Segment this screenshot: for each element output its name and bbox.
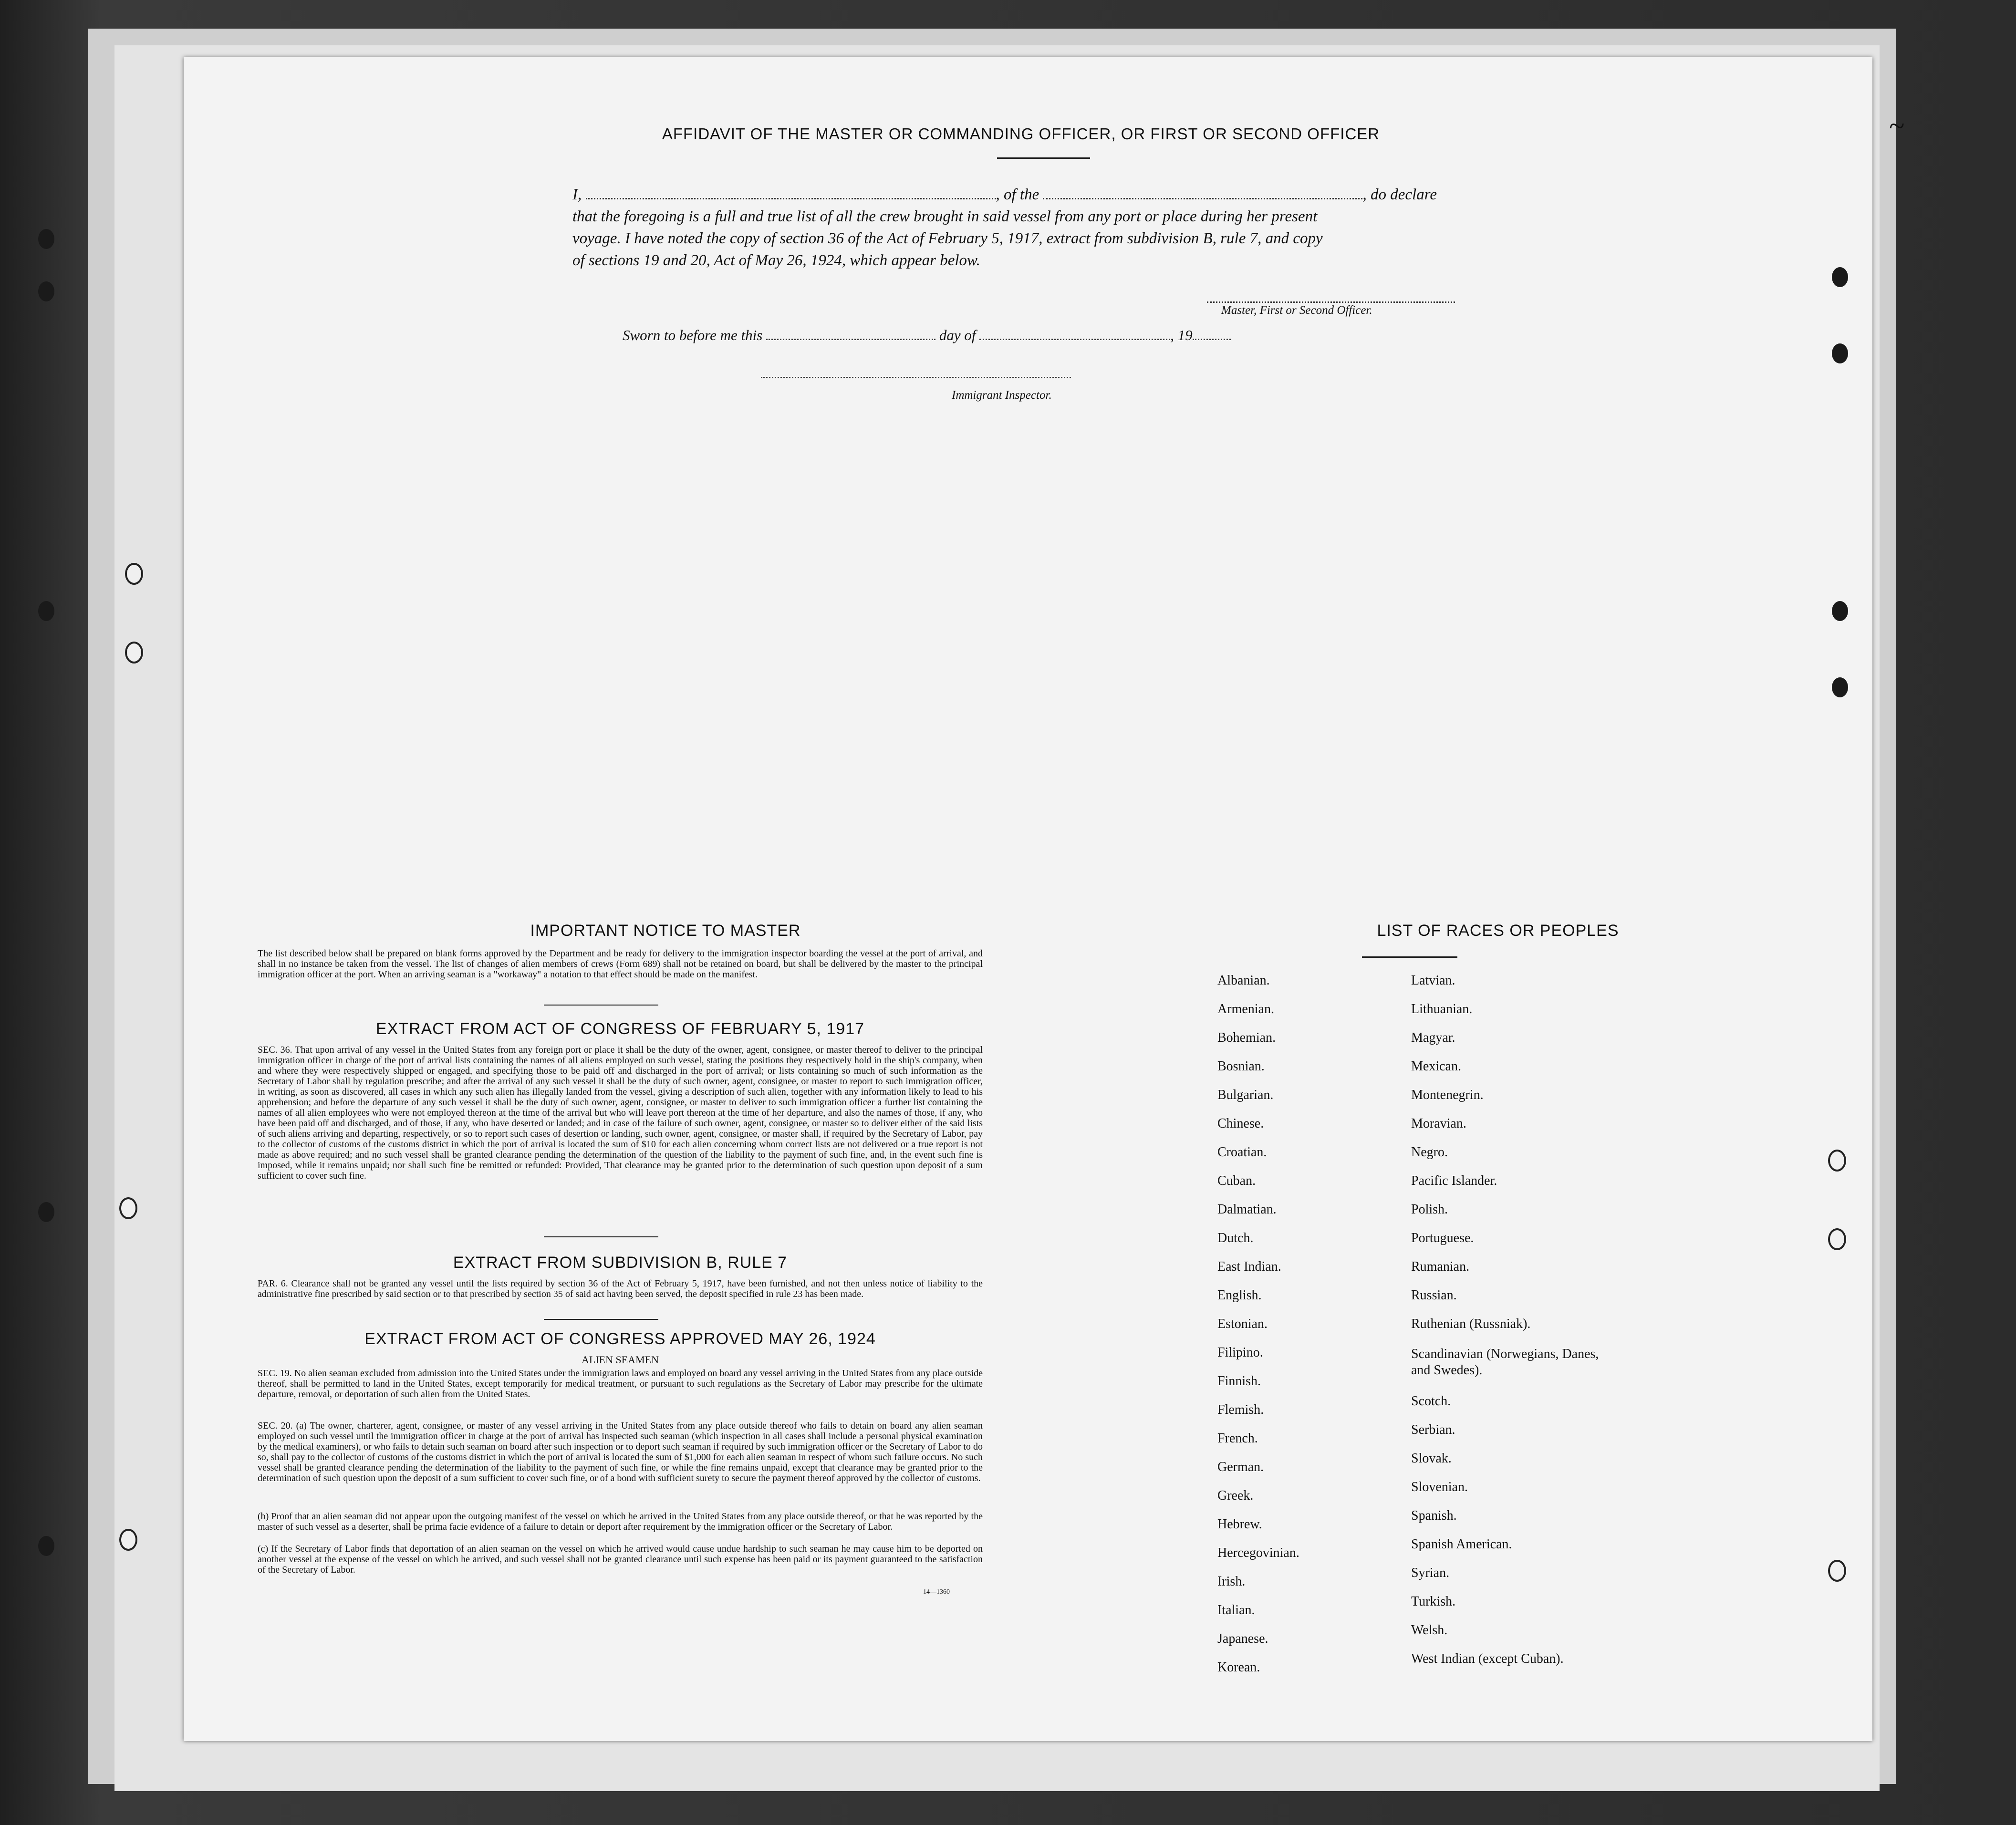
binder-hole [125, 642, 143, 664]
race-left: Finnish. [1217, 1374, 1261, 1389]
race-left: East Indian. [1217, 1259, 1281, 1274]
race-right: Polish. [1411, 1202, 1448, 1217]
year-prefix: , 19 [1170, 327, 1193, 343]
race-right: Magyar. [1411, 1030, 1455, 1045]
races-title-rule [1362, 956, 1457, 958]
notice-title: IMPORTANT NOTICE TO MASTER [530, 922, 801, 940]
master-signature-label: Master, First or Second Officer. [1221, 304, 1372, 317]
race-right: Moravian. [1411, 1116, 1466, 1131]
affidavit-of: , of the [996, 186, 1039, 203]
day-of-text: day of [939, 327, 976, 343]
races-title: LIST OF RACES OR PEOPLES [1377, 922, 1619, 940]
race-left: Hercegovinian. [1217, 1545, 1299, 1560]
binder-hole [1828, 1228, 1846, 1250]
race-right: Rumanian. [1411, 1259, 1470, 1274]
race-right: Montenegrin. [1411, 1088, 1484, 1102]
race-right: Welsh. [1411, 1623, 1448, 1638]
affidavit-title: AFFIDAVIT OF THE MASTER OR COMMANDING OFFICER, OR FIRST OR SECOND OFFICER [662, 125, 1380, 143]
extract-1917-title: EXTRACT FROM ACT OF CONGRESS OF FEBRUARY 5, 1917 [375, 1020, 865, 1038]
race-left: Croatian. [1217, 1145, 1267, 1160]
race-left: Filipino. [1217, 1345, 1263, 1360]
inspector-label: Immigrant Inspector. [952, 389, 1052, 402]
section-rule [544, 1319, 658, 1320]
race-left: Hebrew. [1217, 1517, 1262, 1532]
master-signature-line [1207, 301, 1455, 303]
race-left: English. [1217, 1288, 1262, 1303]
sworn-line [623, 327, 1281, 344]
binder-hole [1828, 1560, 1846, 1582]
race-left: Estonian. [1217, 1317, 1268, 1331]
race-left: Chinese. [1217, 1116, 1264, 1131]
title-rule [997, 157, 1090, 159]
race-left: Bohemian. [1217, 1030, 1276, 1045]
affidavit-declaration [572, 184, 1517, 271]
binder-hole [1828, 1150, 1846, 1172]
race-left: Dalmatian. [1217, 1202, 1277, 1217]
year-blank [1193, 329, 1231, 340]
affidavit-line-4: of sections 19 and 20, Act of May 26, 1924, which appear below. [572, 252, 980, 269]
race-right: Serbian. [1411, 1422, 1455, 1437]
pencil-mark: ~ [1889, 110, 1905, 142]
race-right: Spanish American. [1411, 1537, 1512, 1552]
race-right: Slovenian. [1411, 1480, 1468, 1494]
race-right: Negro. [1411, 1145, 1448, 1160]
notice-text: The list described below shall be prepared on blank forms approved by the Department and be ready for delivery to the immigration inspector boarding the vessel at the port of arrival, and shall in no instance be taken from the vessel. The list of changes of alien members of crews (Form 689) shall not be retained on board, but shall be delivered by the master to the principal immigration officer at the port. When an arriving seaman is a "workaway" a notation to that effect should be made on the manifest. [258, 948, 983, 980]
binder-hole [119, 1529, 137, 1551]
binder-hole [1832, 601, 1848, 621]
race-left: Bulgarian. [1217, 1088, 1274, 1102]
race-left: Armenian. [1217, 1002, 1274, 1016]
race-right: Scandinavian (Norwegians, Danes, and Swedes). [1411, 1347, 1599, 1378]
binder-hole [38, 601, 54, 621]
inspector-signature-line [761, 377, 1071, 378]
extract-rule7-title: EXTRACT FROM SUBDIVISION B, RULE 7 [453, 1254, 788, 1272]
extract-1924-sec20c: (c) If the Secretary of Labor finds that deportation of an alien seaman on the vessel on which he arrived would cause undue hardship to such seaman he may cause him to be deported on another vessel at the expense of the vessel on which he arrived, and such vessel shall not be granted clearance until such expense has been paid or its payment guaranteed to the satisfaction of the Secretary of Labor. [258, 1544, 983, 1575]
document-page [184, 57, 1872, 1741]
affidavit-line-3: voyage. I have noted the copy of section 36 of the Act of February 5, 1917, extract from subdivision B, rule 7, and copy [572, 230, 1323, 247]
affidavit-line-2: that the foregoing is a full and true list of all the crew brought in said vessel from any port or place during her present [572, 208, 1318, 225]
binder-hole [1832, 267, 1848, 287]
month-blank [979, 329, 1170, 340]
section-rule [544, 1236, 658, 1237]
binder-hole [38, 229, 54, 249]
name-blank [586, 187, 996, 199]
race-right: Scotch. [1411, 1394, 1451, 1409]
race-right: Portuguese. [1411, 1231, 1474, 1245]
race-left: Italian. [1217, 1603, 1255, 1618]
day-blank [766, 329, 935, 340]
alien-seamen-subtitle: ALIEN SEAMEN [582, 1354, 659, 1366]
race-right: Latvian. [1411, 973, 1455, 988]
race-right: Mexican. [1411, 1059, 1461, 1074]
race-right: West Indian (except Cuban). [1411, 1651, 1564, 1666]
binder-hole [38, 281, 54, 301]
race-right: Slovak. [1411, 1451, 1452, 1466]
race-left: Albanian. [1217, 973, 1270, 988]
race-left: Irish. [1217, 1574, 1246, 1589]
extract-1924-sec19: SEC. 19. No alien seaman excluded from admission into the United States under the immigration laws and employed on board any vessel arriving in the United States from any place outside thereof, shall be permitted to land in the United States, except temporarily for medical treatment, or pursuant to such regulations as the Secretary of Labor may prescribe for the ultimate departure, removal, or deportation of such alien from the United States. [258, 1368, 983, 1400]
extract-1924-sec20a: SEC. 20. (a) The owner, charterer, agent, consignee, or master of any vessel arriving in the United States from any place outside thereof who fails to detain on board any alien seaman employed on such vessel until the immigration officer in charge at the port of arrival has inspected such seaman (which inspection in all cases shall include a personal physical examination by the medical examiners), or who fails to detain such seaman on board after such inspection or to deport such seaman if required by such immigration officer or the Secretary of Labor to do so, shall pay to the collector of customs of the customs district in which the port of arrival is located the sum of $1,000 for each alien seaman in respect of whom such failure occurs. No such vessel shall be granted clearance pending the determination of the liability to the payment of such fine, or while the fine remains unpaid, except that clearance may be granted prior to the determination of such question upon the deposit of a sum sufficient to cover such fine, or of a bond with sufficient surety to secure the payment thereof approved by the collector of customs. [258, 1421, 983, 1483]
extract-rule7-text: PAR. 6. Clearance shall not be granted any vessel until the lists required by section 36 of the Act of February 5, 1917, have been furnished, and not then unless notice of liability to the administrative fine prescribed by said section or to that prescribed by section 35 of said act having been served, the deposit specified in rule 23 has been made. [258, 1278, 983, 1299]
binder-hole [1832, 343, 1848, 363]
vessel-blank [1043, 187, 1362, 199]
extract-1924-sec20b: (b) Proof that an alien seaman did not appear upon the outgoing manifest of the vessel on which he arrived in the United States from any place outside thereof, or that he was reported by the master of such vessel as a deserter, shall be prima facie evidence of a failure to detain or deport after requirement by the immigration officer or the Secretary of Labor. [258, 1511, 983, 1532]
binder-hole [1832, 677, 1848, 697]
affidavit-line-1 [572, 184, 1517, 206]
section-rule [544, 1005, 658, 1006]
affidavit-declare: , do declare [1362, 186, 1437, 203]
binder-hole [38, 1202, 54, 1222]
race-right: Ruthenian (Russniak). [1411, 1317, 1531, 1331]
race-right: Pacific Islander. [1411, 1173, 1497, 1188]
binder-hole [38, 1536, 54, 1556]
race-left: German. [1217, 1460, 1264, 1474]
race-left: Dutch. [1217, 1231, 1254, 1245]
race-right: Spanish. [1411, 1508, 1457, 1523]
sworn-text: Sworn to before me this [623, 327, 763, 343]
race-right: Turkish. [1411, 1594, 1456, 1609]
race-left: Japanese. [1217, 1631, 1268, 1646]
race-right: Russian. [1411, 1288, 1457, 1303]
form-number: 14—1360 [923, 1588, 950, 1596]
race-left: Bosnian. [1217, 1059, 1265, 1074]
race-right: Syrian. [1411, 1566, 1450, 1580]
race-left: Cuban. [1217, 1173, 1256, 1188]
race-left: Greek. [1217, 1488, 1254, 1503]
extract-1917-text: SEC. 36. That upon arrival of any vessel in the United States from any foreign port or place it shall be the duty of the owner, agent, consignee, or master thereof to deliver to the principal immigration officer in charge of the port of arrival lists containing the names of all aliens employed on such vessel, stating the positions they respectively hold in the ship's company, when and where they were respectively shipped or engaged, and specifying those to be paid off and discharged in the port of arrival; or lists containing so much of such information as the Secretary of Labor shall by regulation prescribe; and after the arrival of any such vessel it shall be the duty of such owner, agent, consignee, or master to report to such immigration officer, in writing, as soon as discovered, all cases in which any such alien has illegally landed from the vessel, giving a description of such alien, together with any information likely to lead to his apprehension; and before the departure of any such vessel it shall be the duty of such owner, agent, consignee, or master to deliver to such immigration officer a further list containing the names of all alien employees who were not employed thereon at the time of the arrival but who will leave port thereon at the time of her departure, and also the names of those, if any, who have been paid off and discharged, and of those, if any, who have deserted or landed; and in case of the failure of such owner, agent, consignee, or master so to deliver either of the said lists of such aliens arriving and departing, respectively, or so to report such cases of desertion or landing, such owner, agent, consignee, or master shall, if required by the Secretary of Labor, pay to the collector of customs of the customs district in which the port of arrival is located the sum of $10 for each alien concerning whom correct lists are not delivered or a true report is not made as above required; and no such vessel shall be granted clearance pending the determination of the question of the liability to the payment of such fine, and, in the event such fine is imposed, while it remains unpaid; nor shall such fine be remitted or refunded: Provided, That clearance may be granted prior to the determination of such question upon deposit of a sum sufficient to cover such fine. [258, 1045, 983, 1181]
race-left: Flemish. [1217, 1402, 1264, 1417]
binder-hole [119, 1197, 137, 1219]
race-left: French. [1217, 1431, 1258, 1446]
binder-hole [125, 563, 143, 585]
extract-1924-title: EXTRACT FROM ACT OF CONGRESS APPROVED MAY 26, 1924 [364, 1330, 876, 1348]
race-right: Lithuanian. [1411, 1002, 1473, 1016]
affidavit-i: I, [572, 186, 582, 203]
race-left: Korean. [1217, 1660, 1260, 1675]
